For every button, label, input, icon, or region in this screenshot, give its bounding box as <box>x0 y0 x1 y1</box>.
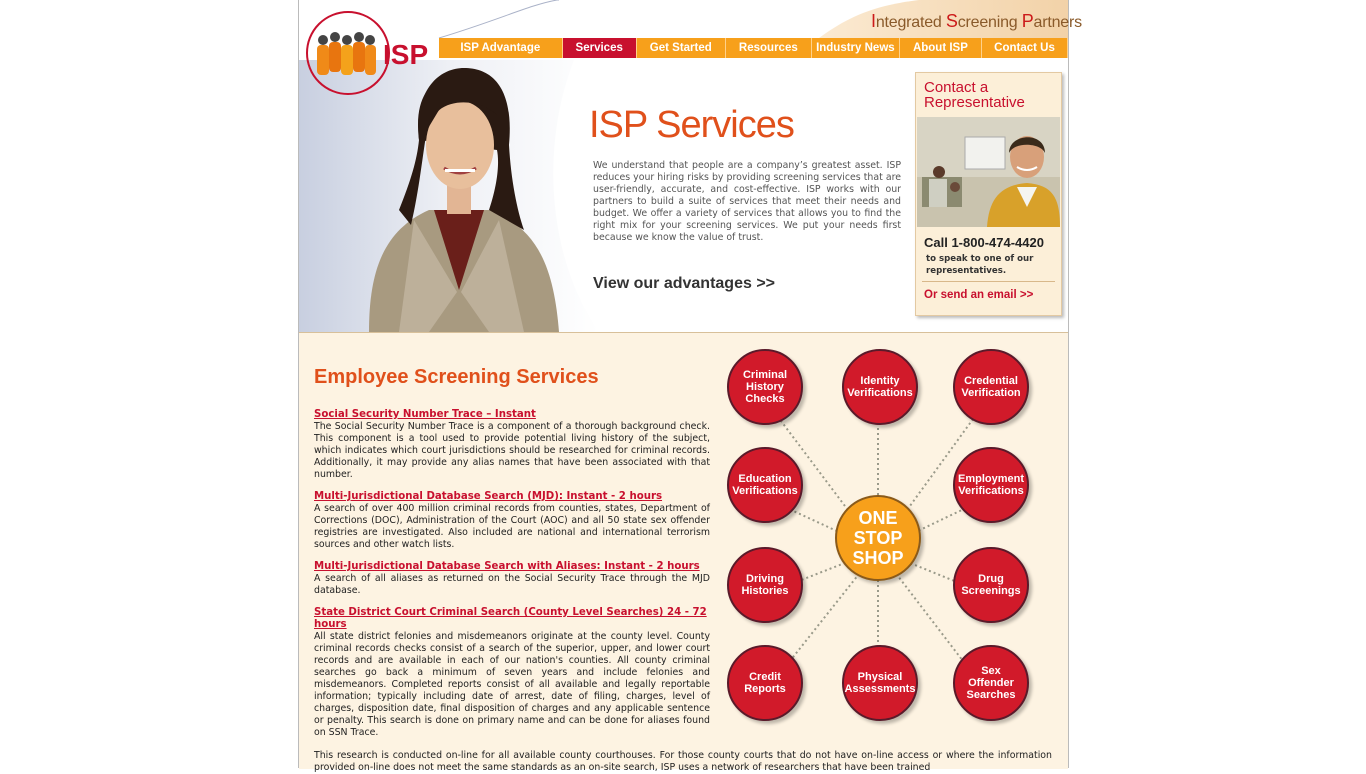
contact-title-line2: Representative <box>924 94 1025 111</box>
page <box>298 0 1082 773</box>
bubble-label-line: Identity <box>860 375 900 387</box>
page-title: ISP Services <box>589 104 794 146</box>
contact-subtext: to speak to one of our representatives. <box>926 254 1034 276</box>
contact-divider <box>922 281 1055 282</box>
service-link[interactable]: Multi-Jurisdictional Database Search with Aliases: Instant - 2 hours <box>314 561 700 572</box>
service-description: A search of over 400 million criminal records from counties, states, Department of Corrections (DOC), Administration of the Court (AOC) and all 50 state sex offender registries are investigated. Also included are national and international terrorism sources and other watch lists. <box>314 503 710 550</box>
services-section <box>299 332 1068 773</box>
service-description: A search of all aliases as returned on the Social Security Trace through the MJD database. <box>314 573 710 596</box>
hero-intro-text: We understand that people are a company’s greatest asset. ISP reduces your hiring risks by providing screening services that are user-friendly, accurate, and cost-effective. ISP works with our partners to build a suite of services that meet their needs and budget. We offer a variety of services that allows you to find the right mix for your screening services. We put your needs first because we know the value of trust. <box>593 160 901 243</box>
bubble-label-line: Credit <box>749 671 781 683</box>
bubble-label-line: Employment <box>957 473 1024 485</box>
tagline-initial: S <box>945 11 958 31</box>
service-description: The Social Security Number Trace is a component of a thorough background check. This component is a tool used to provide potential living history of the subject, which indicates which court jurisdictions should be researched for criminal records. Additionally, it may provide any alias names that have been associated with that number. <box>314 421 710 480</box>
hero-photo-woman <box>339 60 579 332</box>
contact-photo-man <box>917 117 1060 227</box>
tagline-initial: I <box>871 11 876 31</box>
logo-text: ISP <box>383 39 429 70</box>
service-link[interactable]: Multi-Jurisdictional Database Search (MJD): Instant - 2 hours <box>314 491 663 502</box>
contact-representative-box <box>915 72 1062 316</box>
tagline-word: ntegrated <box>875 14 946 31</box>
nav-item-about-isp[interactable]: About ISP <box>900 38 982 58</box>
nav-item-contact-us[interactable]: Contact Us <box>982 38 1068 58</box>
service-bubble-credit-reports[interactable] <box>727 645 803 721</box>
tagline-word: artners <box>1033 14 1082 31</box>
tagline-word: creening <box>957 14 1022 31</box>
service-bubble-credential-verification[interactable] <box>953 349 1029 425</box>
service-bubble-criminal-history-checks[interactable] <box>727 349 803 425</box>
courthouse-research-text: This research is conducted on-line for all available county courthouses. For those county courts that do not have on-line access or where the information provided on-line does not meet the same standards as an on-site search, ISP uses a network of researchers that have been trained <box>314 750 1052 773</box>
bubble-label-line: Screenings <box>961 585 1021 597</box>
center-label-line: STOP <box>853 528 903 548</box>
contact-title-line1: Contact a <box>924 79 989 96</box>
nav-item-isp-advantage[interactable]: ISP Advantage <box>439 38 563 58</box>
bubble-label-line: Offender <box>968 677 1014 689</box>
bubble-label-line: Verifications <box>732 485 798 497</box>
service-bubble-identity-verifications[interactable] <box>842 349 918 425</box>
service-link[interactable]: State District Court Criminal Search (County Level Searches) 24 - 72 hours <box>314 607 707 630</box>
bubble-label-line: Searches <box>966 689 1016 701</box>
bubble-label-line: Sex <box>981 665 1001 677</box>
bubble-label-line: Credential <box>964 375 1018 387</box>
service-entry-ssn <box>314 409 710 481</box>
bubble-label-line: History <box>746 381 784 393</box>
tagline-initial: P <box>1021 11 1034 31</box>
one-stop-shop-center <box>835 495 921 581</box>
service-bubble-drug-screenings[interactable] <box>953 547 1029 623</box>
bubble-label-line: Verification <box>961 387 1021 399</box>
service-link[interactable]: Social Security Number Trace – Instant <box>314 409 536 420</box>
send-email-link[interactable]: Or send an email >> <box>924 289 1034 301</box>
bubble-label-line: Education <box>738 473 792 485</box>
bubble-label-line: Histories <box>741 585 789 597</box>
bubble-label-line: Reports <box>744 683 786 695</box>
service-entry-county <box>314 607 710 739</box>
bubble-label-line: Physical <box>857 671 903 683</box>
nav-item-resources[interactable]: Resources <box>726 38 812 58</box>
services-heading: Employee Screening Services <box>314 366 599 388</box>
bubble-label-line: Driving <box>746 573 784 585</box>
center-label-line: SHOP <box>852 548 904 568</box>
service-bubble-employment-verifications[interactable] <box>953 447 1029 523</box>
service-bubble-education-verifications[interactable] <box>727 447 803 523</box>
bubble-label-line: Verifications <box>847 387 913 399</box>
nav-item-services[interactable]: Services <box>563 38 637 58</box>
hero <box>299 0 1082 332</box>
bubble-label-line: Assessments <box>844 683 916 695</box>
brand-tagline <box>871 11 1082 32</box>
service-bubble-sex-offender-searches[interactable] <box>953 645 1029 721</box>
service-entry-mjd <box>314 491 710 551</box>
bubble-label-line: Checks <box>745 393 785 405</box>
nav-item-get-started[interactable]: Get Started <box>637 38 726 58</box>
bubble-label-line: Drug <box>978 573 1004 585</box>
contact-title <box>924 80 1025 110</box>
one-stop-shop-diagram <box>723 345 1043 725</box>
service-entry-mjd-aliases <box>314 561 710 597</box>
view-advantages-link[interactable]: View our advantages >> <box>593 275 776 292</box>
bubble-label-line: Verifications <box>958 485 1024 497</box>
bubble-label-line: Criminal <box>742 369 787 381</box>
main-nav <box>439 38 1068 58</box>
nav-item-industry-news[interactable]: Industry News <box>812 38 900 58</box>
center-label-line: ONE <box>858 508 898 528</box>
service-bubble-driving-histories[interactable] <box>727 547 803 623</box>
service-description: All state district felonies and misdemeanors originate at the county level. County criminal records checks consist of a search of the superior, upper, and lower court records and are available in each of our nation's counties. All county criminal searches go back a minimum of seven years and include felonies and misdemeanors. Completed reports consist of all available and legally reportable information; typically including date of arrest, date of filing, charges, level of charges, disposition date, final disposition of charges and any applicable sentence or penalty. This search is done on primary name and can be done for aliases found on SSN Trace. <box>314 631 710 738</box>
contact-phone[interactable]: Call 1-800-474-4420 <box>924 235 1044 250</box>
service-bubble-physical-assessments[interactable] <box>842 645 918 721</box>
